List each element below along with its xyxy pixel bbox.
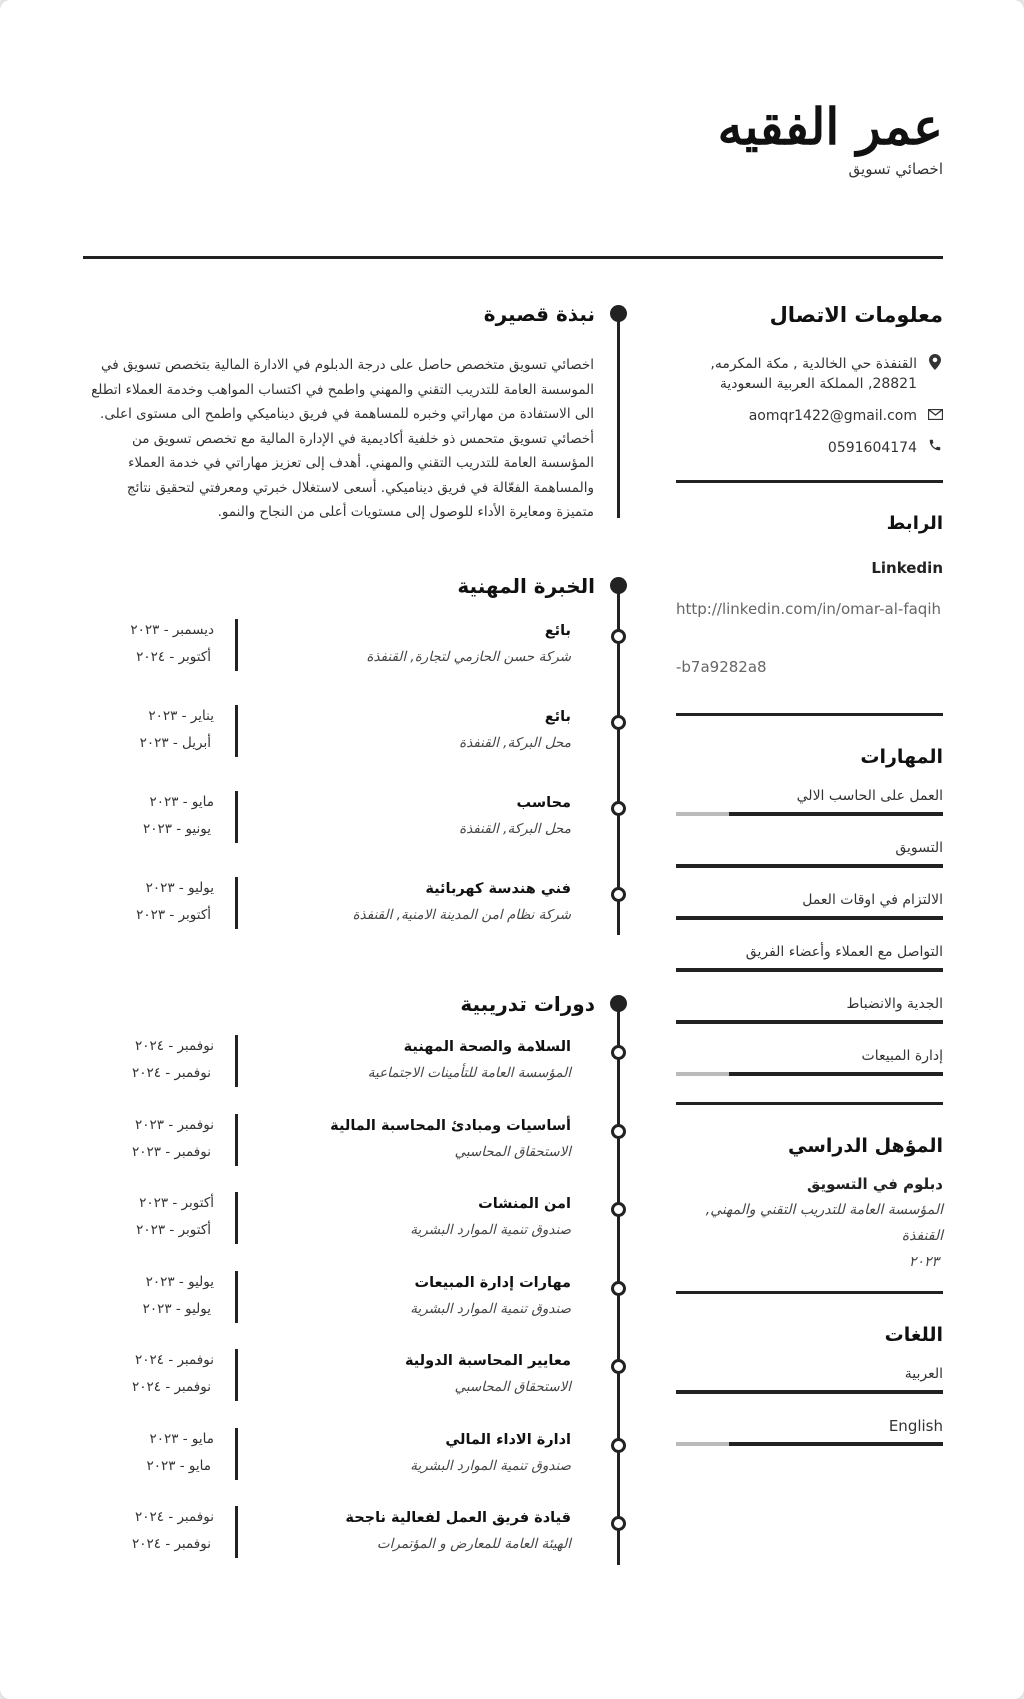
experience-entry-organization: محل البركة, القنفذة bbox=[459, 821, 571, 837]
language-level-fill bbox=[729, 1442, 943, 1446]
course-entry-start-date: نوفمبر - ٢٠٢٤ bbox=[135, 1352, 214, 1368]
experience-entry-end-date: أبريل - ٢٠٢٣ bbox=[139, 735, 211, 751]
experience-entry-marker bbox=[611, 629, 626, 644]
timeline-line bbox=[617, 313, 620, 518]
skills-section-title: المهارات bbox=[860, 746, 943, 768]
course-entry-date-divider bbox=[235, 1192, 238, 1244]
skill-label: إدارة المبيعات bbox=[861, 1048, 943, 1064]
course-entry-title: قيادة فريق العمل لفعالية ناجحة bbox=[345, 1510, 571, 1526]
languages-section-title: اللغات bbox=[884, 1324, 943, 1346]
course-entry-start-date: نوفمبر - ٢٠٢٣ bbox=[135, 1116, 214, 1133]
skill-level-bar bbox=[676, 1072, 943, 1076]
skills-list bbox=[676, 786, 943, 1076]
resume-header bbox=[718, 96, 943, 178]
job-title: اخصائي تسويق bbox=[848, 160, 943, 178]
course-entry-organization: صندوق تنمية الموارد البشرية bbox=[410, 1222, 571, 1238]
courses-section-title: دورات تدريبية bbox=[460, 992, 595, 1016]
language-label: English bbox=[888, 1417, 943, 1435]
course-entry-start-date: نوفمبر - ٢٠٢٤ bbox=[135, 1038, 214, 1054]
location-pin-icon bbox=[927, 354, 943, 376]
email-row bbox=[676, 406, 943, 426]
course-entry-end-date: نوفمبر - ٢٠٢٣ bbox=[132, 1143, 211, 1160]
course-entry-organization: الاستحقاق المحاسبي bbox=[454, 1143, 571, 1160]
language-level-bar bbox=[676, 1390, 943, 1394]
skill-level-bar bbox=[676, 1020, 943, 1024]
course-entry-organization: المؤسسة العامة للتأمينات الاجتماعية bbox=[367, 1065, 571, 1081]
course-entry-title: السلامة والصحة المهنية bbox=[403, 1039, 571, 1055]
course-entry-organization: الاستحقاق المحاسبي bbox=[454, 1379, 571, 1395]
skill-label: التسويق bbox=[895, 840, 943, 856]
course-entry-title: معايير المحاسبة الدولية bbox=[404, 1353, 571, 1369]
skill-level-fill bbox=[676, 968, 943, 972]
education-section-title: المؤهل الدراسي bbox=[787, 1135, 943, 1157]
experience-entry-marker bbox=[611, 887, 626, 902]
language-label: العربية bbox=[904, 1366, 943, 1382]
experience-entry-organization: محل البركة, القنفذة bbox=[459, 735, 571, 751]
course-entry-date-divider bbox=[235, 1428, 238, 1480]
course-entry-marker bbox=[611, 1438, 626, 1453]
skill-label: التواصل مع العملاء وأعضاء الفريق bbox=[745, 944, 943, 960]
languages-list bbox=[676, 1364, 943, 1446]
skill-item bbox=[676, 838, 943, 868]
course-entry-start-date: يوليو - ٢٠٢٣ bbox=[145, 1273, 214, 1290]
experience-entry-title: فني هندسة كهربائية bbox=[425, 881, 571, 897]
experience-entry-end-date: يونيو - ٢٠٢٣ bbox=[142, 821, 211, 837]
about-text: اخصائي تسويق متخصص حاصل على درجة الدبلوم في الادارة المالية بتخصص تسويق في الموسسة العامة للتدريب التقني والمهني واطمح في اكتساب المواهب وخدمة العملاء اتطلع الى الاستفادة من مهاراتي وخبره للمساهمة في فريق ديناميكي واطمح الى مستوى اعلى. أخصائي تسويق متحمس ذو خلفية أكاديمية في الإدارة المالية مع تخصص تسويق من المؤسسة العامة للتدريب التقني والمهني. أهدف إلى تعزيز مهاراتي في خدمة العملاء والمساهمة الفعّالة في فريق ديناميكي. أسعى لاستغلال خبرتي ومعرفتي لتحقيق نتائج متميزة ومعايرة الأداء للوصول إلى مستويات أعلى من النجاح والنمو. bbox=[91, 357, 594, 520]
experience-entry-start-date: مايو - ٢٠٢٣ bbox=[149, 794, 214, 810]
skill-item bbox=[676, 890, 943, 920]
skill-item bbox=[676, 994, 943, 1024]
course-entry-marker bbox=[611, 1045, 626, 1060]
experience-entry-marker bbox=[611, 801, 626, 816]
course-entry-date-divider bbox=[235, 1349, 238, 1401]
phone-number[interactable]: 0591604174 bbox=[827, 440, 917, 456]
skill-level-fill bbox=[729, 812, 943, 816]
experience-entry-end-date: أكتوبر - ٢٠٢٤ bbox=[136, 649, 211, 665]
skill-level-fill bbox=[676, 864, 943, 868]
course-entry-organization: صندوق تنمية الموارد البشرية bbox=[410, 1300, 571, 1317]
experience-entry-marker bbox=[611, 715, 626, 730]
skill-label: الالتزام في اوقات العمل bbox=[802, 892, 943, 908]
skill-level-bar bbox=[676, 812, 943, 816]
experience-entry-title: بائع bbox=[544, 623, 571, 639]
experience-entry-date-divider bbox=[235, 791, 238, 843]
phone-icon bbox=[927, 438, 943, 458]
course-entry-end-date: نوفمبر - ٢٠٢٤ bbox=[132, 1536, 211, 1552]
course-entry-end-date: مايو - ٢٠٢٣ bbox=[146, 1457, 211, 1474]
experience-entry-organization: شركة نظام امن المدينة الامنية, القنفذة bbox=[352, 907, 571, 923]
course-entry-title: امن المنشات bbox=[478, 1196, 571, 1212]
email-link[interactable]: aomqr1422@gmail.com bbox=[748, 408, 917, 424]
skill-item bbox=[676, 1046, 943, 1076]
linkedin-url-line2[interactable]: -b7a9282a8 bbox=[676, 658, 767, 676]
course-entry-marker bbox=[611, 1124, 626, 1139]
language-item bbox=[676, 1416, 943, 1446]
course-entry-date-divider bbox=[235, 1035, 238, 1087]
header-divider bbox=[83, 256, 943, 259]
course-entry-marker bbox=[611, 1202, 626, 1217]
course-entry-start-date: نوفمبر - ٢٠٢٤ bbox=[135, 1509, 214, 1525]
skill-item bbox=[676, 942, 943, 972]
course-entry-marker bbox=[611, 1516, 626, 1531]
course-entry-title: أساسيات ومبادئ المحاسبة المالية bbox=[330, 1117, 571, 1134]
skill-label: الجدية والانضباط bbox=[846, 996, 943, 1012]
skill-level-bar bbox=[676, 864, 943, 868]
course-entry-end-date: نوفمبر - ٢٠٢٤ bbox=[132, 1065, 211, 1081]
contact-section-title: معلومات الاتصال bbox=[769, 303, 943, 327]
experience-entry-title: بائع bbox=[544, 709, 571, 725]
course-entry-title: ادارة الاداء المالي bbox=[445, 1431, 571, 1448]
language-item bbox=[676, 1364, 943, 1394]
course-entry-end-date: نوفمبر - ٢٠٢٤ bbox=[132, 1379, 211, 1395]
linkedin-url-line1[interactable]: http://linkedin.com/in/omar-al-faqih bbox=[676, 600, 941, 618]
course-entry-organization: صندوق تنمية الموارد البشرية bbox=[410, 1457, 571, 1474]
education-year: ٢٠٢٣ bbox=[908, 1254, 939, 1270]
education-institution: المؤسسة العامة للتدريب التقني والمهني, القنفذة bbox=[705, 1202, 943, 1244]
experience-entry-date-divider bbox=[235, 705, 238, 757]
experience-entry-organization: شركة حسن الحازمي لتجارة, القنفذة bbox=[366, 649, 571, 665]
course-entry-end-date: أكتوبر - ٢٠٢٣ bbox=[136, 1222, 211, 1238]
course-entry-organization: الهيئة العامة للمعارض و المؤتمرات bbox=[376, 1536, 571, 1552]
phone-row bbox=[676, 438, 943, 458]
person-name: عمر الفقيه bbox=[717, 97, 943, 156]
course-entry-end-date: يوليو - ٢٠٢٣ bbox=[142, 1300, 211, 1317]
links-section-title: الرابط bbox=[886, 513, 943, 534]
skill-level-bar bbox=[676, 968, 943, 972]
about-section-title: نبذة قصيرة bbox=[483, 302, 595, 326]
skill-label: العمل على الحاسب الالي bbox=[796, 788, 943, 804]
sidebar-column bbox=[676, 300, 943, 1446]
experience-entry-start-date: يناير - ٢٠٢٣ bbox=[148, 708, 214, 724]
skill-level-bar bbox=[676, 916, 943, 920]
course-entry-date-divider bbox=[235, 1271, 238, 1323]
experience-entry-title: محاسب bbox=[516, 795, 571, 811]
course-entry-date-divider bbox=[235, 1114, 238, 1166]
course-entry-start-date: أكتوبر - ٢٠٢٣ bbox=[139, 1195, 214, 1211]
address-row bbox=[676, 354, 943, 394]
experience-entry-date-divider bbox=[235, 877, 238, 929]
skill-level-fill bbox=[676, 1020, 943, 1024]
envelope-icon bbox=[927, 406, 943, 426]
language-level-bar bbox=[676, 1442, 943, 1446]
course-entry-date-divider bbox=[235, 1506, 238, 1558]
experience-entry-end-date: أكتوبر - ٢٠٢٣ bbox=[136, 907, 211, 923]
course-entry-start-date: مايو - ٢٠٢٣ bbox=[149, 1430, 214, 1447]
education-degree: دبلوم في التسويق bbox=[806, 1175, 943, 1193]
course-entry-marker bbox=[611, 1359, 626, 1374]
experience-entry-start-date: يوليو - ٢٠٢٣ bbox=[145, 880, 214, 896]
experience-section-title: الخبرة المهنية bbox=[457, 574, 595, 598]
language-level-fill bbox=[676, 1390, 943, 1394]
skill-level-fill bbox=[676, 916, 943, 920]
experience-entry-date-divider bbox=[235, 619, 238, 671]
course-entry-marker bbox=[611, 1281, 626, 1296]
skill-item bbox=[676, 786, 943, 816]
experience-entry-start-date: ديسمبر - ٢٠٢٣ bbox=[130, 622, 214, 638]
skill-level-fill bbox=[729, 1072, 943, 1076]
linkedin-label: Linkedin bbox=[871, 559, 943, 577]
course-entry-title: مهارات إدارة المبيعات bbox=[414, 1274, 571, 1291]
address-text: القنفذة حي الخالدية , مكة المكرمه, 28821, المملكة العربية السعودية bbox=[710, 356, 917, 392]
